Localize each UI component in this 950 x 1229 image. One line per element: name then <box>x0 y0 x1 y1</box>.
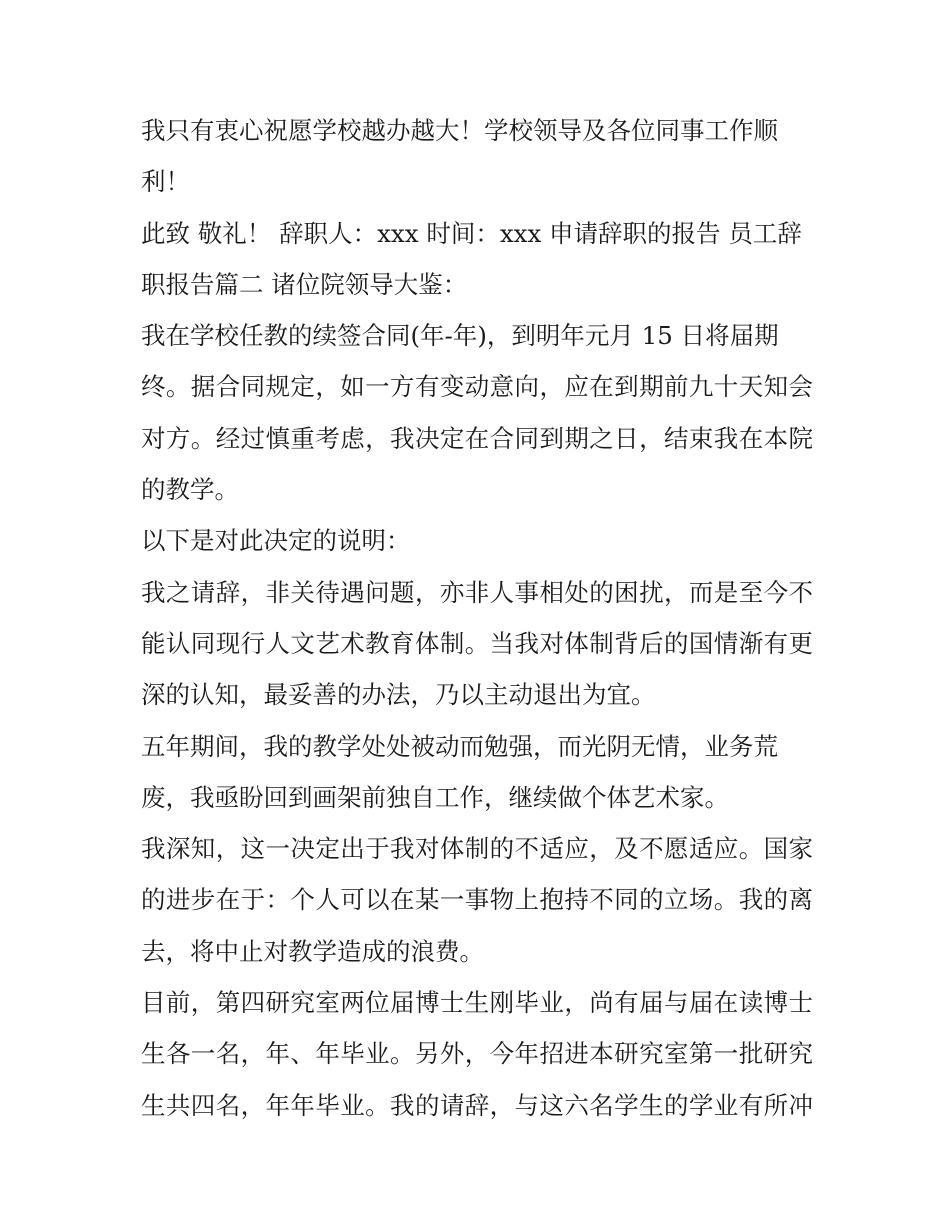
text-line: 对方。经过慎重考虑，我决定在合同到期之日，结束我在本院 <box>141 423 813 453</box>
text-line: 我之请辞，非关待遇问题，亦非人事相处的困扰，而是至今不 <box>141 577 813 607</box>
text-line: 职报告篇二 诸位院领导大鉴： <box>141 269 468 299</box>
text-line: 五年期间，我的教学处处被动而勉强，而光阴无情，业务荒 <box>141 731 778 761</box>
text-line: 利！ <box>141 167 190 197</box>
text-line: 深的认知，最妥善的办法，乃以主动退出为宜。 <box>141 680 656 710</box>
text-line: 生共四名，年年毕业。我的请辞，与这六名学生的学业有所冲 <box>141 1090 813 1120</box>
text-line: 能认同现行人文艺术教育体制。当我对体制背后的国情渐有更 <box>141 628 813 658</box>
text-line: 目前，第四研究室两位届博士生刚毕业，尚有届与届在读博士 <box>141 988 813 1018</box>
text-line: 我只有衷心祝愿学校越办越大！学校领导及各位同事工作顺 <box>141 116 778 145</box>
text-line: 生各一名，年、年毕业。另外，今年招进本研究室第一批研究 <box>141 1039 813 1069</box>
text-line: 此致 敬礼！ 辞职人：xxx 时间：xxx 申请辞职的报告 员工辞 <box>141 218 802 248</box>
text-line: 的进步在于：个人可以在某一事物上抱持不同的立场。我的离 <box>141 885 813 915</box>
text-line: 的教学。 <box>141 475 239 505</box>
text-line: 我深知，这一决定出于我对体制的不适应，及不愿适应。国家 <box>141 834 813 864</box>
text-line: 去，将中止对教学造成的浪费。 <box>141 936 484 966</box>
text-line: 我在学校任教的续签合同(年-年)，到明年元月 15 日将届期 <box>141 321 779 351</box>
text-line: 终。据合同规定，如一方有变动意向，应在到期前九十天知会 <box>141 372 813 402</box>
document-body <box>141 105 813 1131</box>
text-line: 废，我亟盼回到画架前独自工作，继续做个体艺术家。 <box>141 782 729 812</box>
text-line: 以下是对此决定的说明： <box>141 526 411 556</box>
